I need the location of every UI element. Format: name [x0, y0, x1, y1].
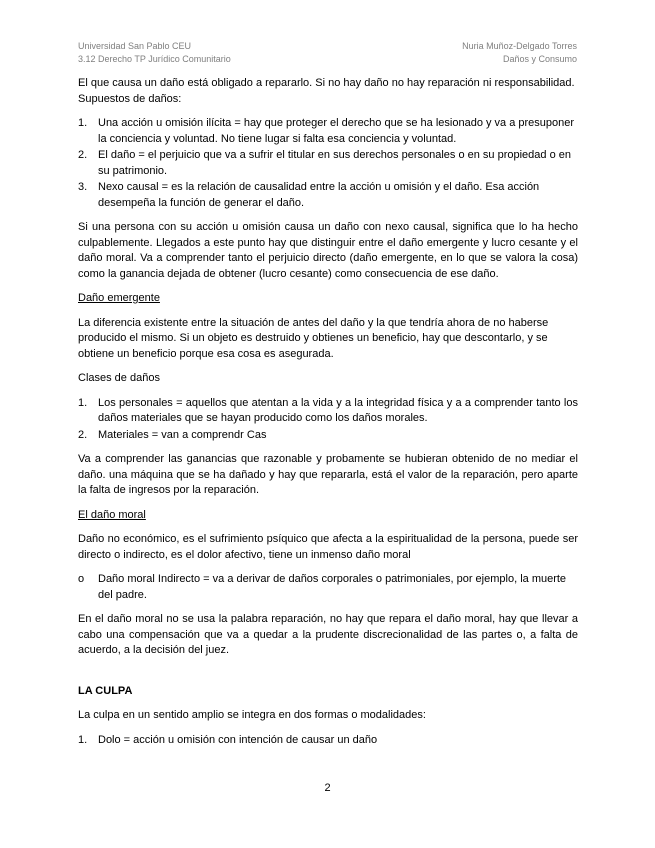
page-number: 2: [324, 782, 331, 794]
header-course: 3.12 Derecho TP Jurídico Comunitario: [78, 54, 231, 64]
list-marker: 1.: [78, 733, 88, 746]
section-heading-moral: [78, 508, 578, 524]
header-left: [78, 40, 231, 66]
list-item: [78, 396, 578, 427]
header-author: Nuria Muñoz-Delgado Torres: [462, 41, 577, 51]
list-marker: 2.: [78, 428, 88, 441]
list-marker: 1.: [78, 117, 88, 129]
header-university: Universidad San Pablo CEU: [78, 41, 192, 51]
list-item-text: Materiales = van a comprendr Cas: [98, 428, 267, 441]
heading-emergente-text: Daño emergente: [78, 292, 160, 304]
section-spacer: [78, 668, 578, 684]
list-item-text: El daño = el perjuicio que va a sufrir el titular en sus derechos personales o en su propiedad o en su patrimonio.: [98, 149, 571, 177]
list-item-text: Los personales = aquellos que atentan a la vida y a la integridad física y a a comprender tanto los daños materiales que se hayan producido como los daños morales.: [98, 396, 578, 424]
ganancias-paragraph: Va a comprender las ganancias que razonable y probamente se hubieran obtenido de no mediar el daño. una máquina que se ha dañado y hay que repararla, está el valor de la reparación, pero aparte la falta de ingresos por la reparación.: [78, 453, 578, 496]
intro-line-1: El que causa un daño está obligado a repararlo. Si no hay daño no hay reparación ni responsabilidad.: [78, 77, 575, 89]
clases-paragraph: Clases de daños: [78, 372, 160, 384]
intro-line-2: Supuestos de daños:: [78, 92, 182, 105]
nexo-paragraph: Si una persona con su acción u omisión causa un daño con nexo causal, significa que lo ha hecho culpablemente. Llegados a este punto hay que distinguir entre el daño emergente y lucro cesante y el daño moral. Va a comprender tanto el perjuicio directo (daño emergente, en lo que se valora la cosa) como la ganancia dejada de obtener (lucro cesante) como consecuencia de ese daño.: [78, 221, 578, 280]
list-item: [78, 572, 578, 603]
reparacion-paragraph: En el daño moral no se usa la palabra reparación, no hay que repara el daño moral, hay que llevar a cabo una compensación que va a quedar a la prudente discrecionalidad de las partes o, a falta de acuerdo, a la decisión del juez.: [78, 613, 578, 656]
moral-paragraph: Daño no económico, es el sufrimiento psíquico que afecta a la espiritualidad de la persona, puede ser directo o indirecto, es el dolor afectivo, tiene un inmenso daño moral: [78, 533, 578, 561]
list-item-text: Nexo causal = es la relación de causalidad entre la acción u omisión y el daño. Esa acción desempeña la función de generar el daño.: [98, 181, 540, 209]
list-item: [78, 428, 578, 444]
list-item: [78, 733, 578, 749]
list-item-text: Una acción u omisión ilícita = hay que proteger el derecho que se ha lesionado y va a presuponer la conciencia y voluntad. No tiene lugar si falta esa conciencia y voluntad.: [98, 117, 575, 145]
header-topic: Daños y Consumo: [502, 54, 577, 64]
header-right: [462, 40, 577, 66]
list-item: [78, 148, 578, 179]
list-item: [78, 116, 578, 147]
list-marker: 2.: [78, 149, 88, 161]
section-heading-emergente: [78, 291, 578, 307]
clases-list: [78, 396, 578, 444]
list-marker: 3.: [78, 181, 88, 193]
intro-paragraph: [78, 76, 578, 107]
page-content: [78, 76, 578, 757]
list-item: [78, 180, 578, 211]
culpa-paragraph: La culpa en un sentido amplio se integra en dos formas o modalidades:: [78, 709, 426, 721]
moral-list: [78, 572, 578, 603]
bullet-circle-marker: o: [78, 573, 85, 585]
section-heading-culpa: LA CULPA: [78, 684, 133, 697]
culpa-list: [78, 733, 578, 749]
list-marker: 1.: [78, 396, 88, 409]
emergente-paragraph: La diferencia existente entre la situación de antes del daño y la que tendría ahora de no haberse producido el mismo. Si un objeto es destruido y obtienes un beneficio, hay que descontarlo, y se obtiene un beneficio porque esa cosa es asegurada.: [78, 316, 549, 360]
supuestos-list: [78, 116, 578, 211]
heading-moral-text: El daño moral: [78, 508, 146, 521]
list-item-text: Daño moral Indirecto = va a derivar de daños corporales o patrimoniales, por ejemplo, la muerte del padre.: [98, 573, 567, 601]
list-item-text: Dolo = acción u omisión con intención de causar un daño: [98, 733, 378, 746]
